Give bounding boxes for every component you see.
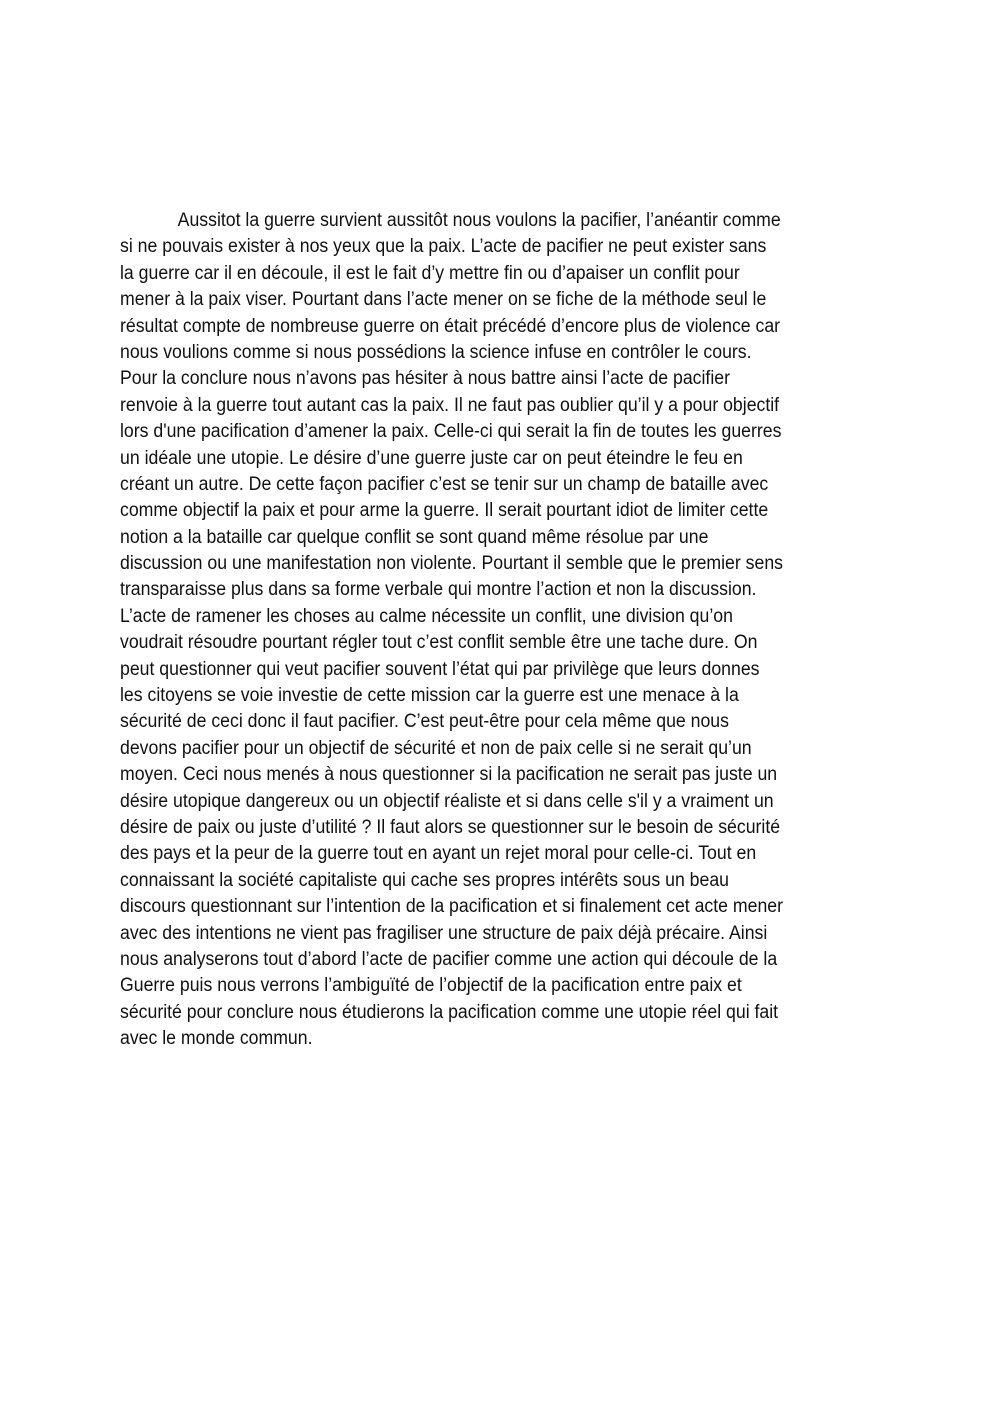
paragraph-line: L’acte de ramener les choses au calme nécessite un conflit, une division qu’on xyxy=(120,605,733,627)
paragraph-line: sécurité de ceci donc il faut pacifier. C’est peut-être pour cela même que nous xyxy=(120,711,729,733)
paragraph-line: des pays et la peur de la guerre tout en ayant un rejet moral pour celle-ci. Tout en xyxy=(120,843,757,865)
paragraph-line: comme objectif la paix et pour arme la guerre. Il serait pourtant idiot de limiter cette xyxy=(120,500,769,522)
paragraph-line: Aussitot la guerre survient aussitôt nous voulons la pacifier, l’anéantir comme xyxy=(177,210,781,231)
paragraph-line: peut questionner qui veut pacifier souvent l’état qui par privilège que leurs donnes xyxy=(120,658,760,680)
paragraph-line: discours questionnant sur l’intention de la pacification et si finalement cet acte mener xyxy=(120,896,784,918)
paragraph-line: si ne pouvais exister à nos yeux que la paix. L’acte de pacifier ne peut exister sans xyxy=(120,236,767,258)
paragraph-line: nous voulions comme si nous possédions la science infuse en contrôler le cours. xyxy=(120,341,752,363)
paragraph-line: transparaisse plus dans sa forme verbale qui montre l’action et non la discussion. xyxy=(120,579,757,601)
paragraph-line: renvoie à la guerre tout autant cas la paix. Il ne faut pas oublier qu’il y a pour objectif xyxy=(120,394,780,416)
paragraph-line: sécurité pour conclure nous étudierons la pacification comme une utopie réel qui fait xyxy=(120,1001,779,1023)
paragraph-line: connaissant la société capitaliste qui cache ses propres intérêts sous un beau xyxy=(120,869,730,891)
paragraph-line: nous analyserons tout d’abord l’acte de pacifier comme une action qui découle de la xyxy=(120,948,778,970)
paragraph-line: créant un autre. De cette façon pacifier c’est se tenir sur un champ de bataille avec xyxy=(120,473,769,495)
paragraph-line: discussion ou une manifestation non violente. Pourtant il semble que le premier sens xyxy=(120,553,784,575)
paragraph-line: résultat compte de nombreuse guerre on était précédé d’encore plus de violence car xyxy=(120,315,781,337)
paragraph-line: lors d'une pacification d’amener la paix. Celle-ci qui serait la fin de toutes les guerres xyxy=(120,421,782,443)
paragraph-line: la guerre car il en découle, il est le fait d’y mettre fin ou d’apaiser un conflit pour xyxy=(120,262,740,284)
body-paragraph xyxy=(120,208,880,1053)
paragraph-line: un idéale une utopie. Le désire d’une guerre juste car on peut éteindre le feu en xyxy=(120,447,743,469)
paragraph-line: moyen. Ceci nous menés à nous questionner si la pacification ne serait pas juste un xyxy=(120,764,778,786)
paragraph-line: avec des intentions ne vient pas fragiliser une structure de paix déjà précaire. Ainsi xyxy=(120,922,768,944)
paragraph-line: devons pacifier pour un objectif de sécurité et non de paix celle si ne serait qu’un xyxy=(120,737,752,759)
paragraph-line: notion a la bataille car quelque conflit se sont quand même résolue par une xyxy=(120,526,709,548)
paragraph-line: désire de paix ou juste d’utilité ? Il faut alors se questionner sur le besoin de sécurité xyxy=(120,816,781,838)
paragraph-line: avec le monde commun. xyxy=(120,1028,313,1050)
paragraph-line: voudrait résoudre pourtant régler tout c’est conflit semble être une tache dure. On xyxy=(120,632,758,654)
paragraph-line: les citoyens se voie investie de cette mission car la guerre est une menace à la xyxy=(120,685,739,707)
paragraph-line: Pour la conclure nous n’avons pas hésiter à nous battre ainsi l’acte de pacifier xyxy=(120,368,730,390)
paragraph-line: désire utopique dangereux ou un objectif réaliste et si dans celle s'il y a vraiment un xyxy=(120,790,774,812)
paragraph-line: Guerre puis nous verrons l’ambiguïté de l’objectif de la pacification entre paix et xyxy=(120,975,742,997)
paragraph-line: mener à la paix viser. Pourtant dans l’acte mener on se fiche de la méthode seul le xyxy=(120,289,767,311)
